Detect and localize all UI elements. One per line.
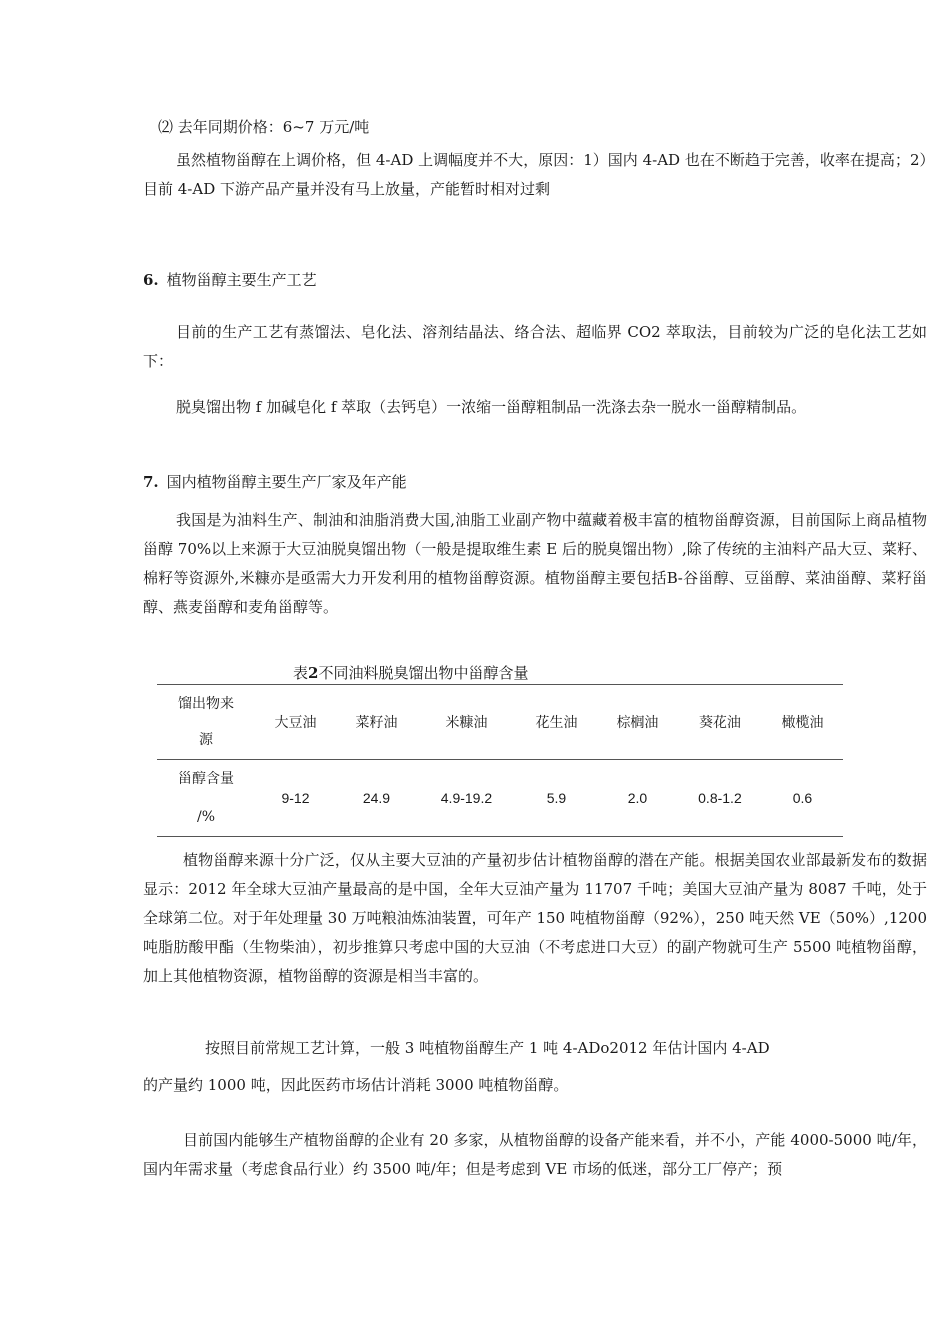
- table-cell: 0.6: [762, 760, 843, 837]
- row-label-source-line1: 馏出物来: [178, 696, 234, 712]
- table-cell: 0.8-1.2: [678, 760, 762, 837]
- row-label-content-line2: /%: [196, 809, 216, 825]
- calculation-line-1: 按照目前常规工艺计算，一般 3 吨植物甾醇生产 1 吨 4-ADo2012 年估计国内 4-AD: [205, 1039, 770, 1057]
- process-flow-line: 脱臭馏出物 f 加碱皂化 f 萃取（去钙皂）一浓缩一甾醇粗制品一洗涤去杂一脱水一甾醇精制品。: [176, 398, 807, 416]
- section-7-title: 国内植物甾醇主要生产厂家及年产能: [166, 473, 407, 491]
- section-6-number: 6.: [143, 271, 159, 289]
- row-label-source: [157, 685, 255, 760]
- resource-paragraph: 我国是为油料生产、制油和油脂消费大国,油脂工业副产物中蕴藏着极丰富的植物甾醇资源，目前国际上商品植物甾醇 70%以上来源于大豆油脱臭馏出物（一般是提取维生素 E 后的脱臭馏出物）,除了传统的主油料产品大豆、菜籽、棉籽等资源外,米糠亦是亟需大力开发利用的植物甾醇资源。植物甾醇主要包括Β-谷甾醇、豆甾醇、菜油甾醇、菜籽甾醇、燕麦甾醇和麦角甾醇等。: [143, 511, 927, 616]
- table-cell: 5.9: [516, 760, 597, 837]
- column-header: 葵花油: [678, 685, 762, 760]
- row-label-content-line1: 甾醇含量: [178, 771, 234, 787]
- price-reason-paragraph: 虽然植物甾醇在上调价格，但 4-AD 上调幅度并不大，原因：1）国内 4-AD 也在不断趋于完善，收率在提高；2）目前 4-AD 下游产品产量并没有马上放量，产能暂时相对过剩: [143, 151, 927, 198]
- table-caption-number: 2: [308, 664, 319, 682]
- calculation-line-2: 的产量约 1000 吨，因此医药市场估计消耗 3000 吨植物甾醇。: [143, 1076, 569, 1094]
- row-label-source-line2: 源: [199, 732, 213, 748]
- column-header: 大豆油: [255, 685, 336, 760]
- table-caption: [293, 662, 528, 684]
- section-6-title: 植物甾醇主要生产工艺: [166, 271, 317, 289]
- section-7-heading: [143, 470, 407, 494]
- section-6-heading: [143, 268, 317, 292]
- column-header: 菜籽油: [336, 685, 417, 760]
- last-year-price-line: ⑵ 去年同期价格：6~7 万元/吨: [158, 118, 370, 136]
- column-header: 棕榈油: [597, 685, 678, 760]
- column-header: 米糠油: [417, 685, 516, 760]
- sterol-content-table: [157, 684, 843, 837]
- table-cell: 2.0: [597, 760, 678, 837]
- column-header: 花生油: [516, 685, 597, 760]
- table-header-row: [157, 685, 843, 760]
- table-cell: 4.9-19.2: [417, 760, 516, 837]
- section-7-number: 7.: [143, 473, 159, 491]
- capacity-paragraph: 植物甾醇来源十分广泛，仅从主要大豆油的产量初步估计植物甾醇的潜在产能。根据美国农业部最新发布的数据显示：2012 年全球大豆油产量最高的是中国，全年大豆油产量为 11707 千吨；美国大豆油产量为 8087 千吨，处于全球第二位。对于年处理量 30 万吨粮油炼油装置，可年产 150 吨植物甾醇（92%），250 吨天然 VE（50%）,1200 吨脂肪酸甲酯（生物柴油），初步推算只考虑中国的大豆油（不考虑进口大豆）的副产物就可生产 5500 吨植物甾醇，加上其他植物资源，植物甾醇的资源是相当丰富的。: [143, 851, 927, 985]
- table-caption-prefix: 表: [293, 664, 309, 682]
- column-header: 橄榄油: [762, 685, 843, 760]
- process-paragraph: 目前的生产工艺有蒸馏法、皂化法、溶剂结晶法、络合法、超临界 CO2 萃取法，目前较为广泛的皂化法工艺如下：: [143, 323, 927, 370]
- enterprise-paragraph: 目前国内能够生产植物甾醇的企业有 20 多家，从植物甾醇的设备产能来看，并不小，产能 4000-5000 吨/年，国内年需求量（考虑食品行业）约 3500 吨/年；但是考虑到 VE 市场的低迷，部分工厂停产；预: [143, 1131, 927, 1178]
- table-cell: 9-12: [255, 760, 336, 837]
- table-cell: 24.9: [336, 760, 417, 837]
- table-caption-text: 不同油料脱臭馏出物中甾醇含量: [318, 664, 529, 682]
- table-value-row: [157, 760, 843, 837]
- row-label-content: [157, 760, 255, 837]
